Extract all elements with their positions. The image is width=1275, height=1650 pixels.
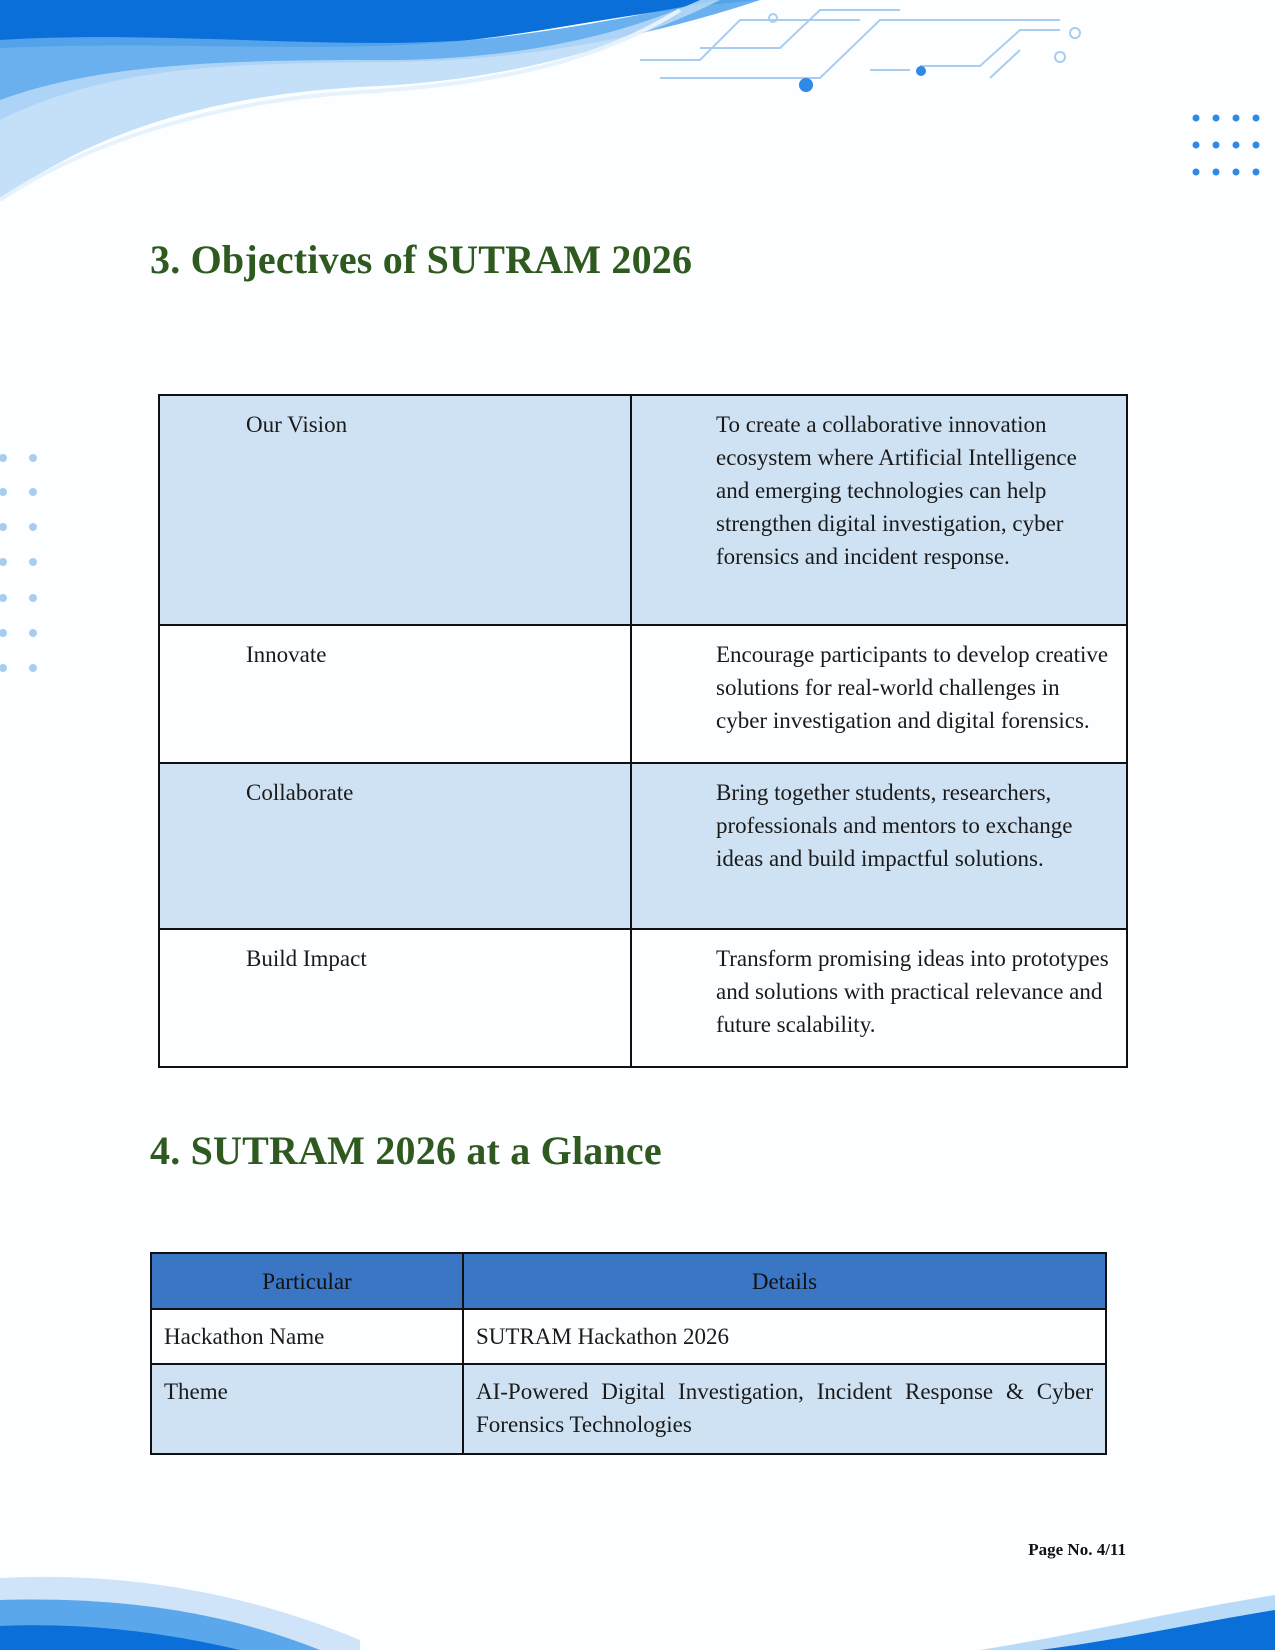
dot-grid-left	[0, 454, 37, 672]
page-number: Page No. 4/11	[1028, 1540, 1126, 1559]
objective-description: To create a collaborative innovation ecosystem where Artificial Intelligence and emerging technologies can help strengthen digital investigation, cyber forensics and incident response.	[631, 395, 1127, 625]
objective-description: Transform promising ideas into prototypes and solutions with practical relevance and future scalability.	[631, 929, 1127, 1067]
objective-label: Build Impact	[159, 929, 631, 1067]
table-row	[159, 763, 1127, 929]
objective-label: Our Vision	[159, 395, 631, 625]
particular-cell: Theme	[151, 1364, 463, 1454]
table-row	[159, 625, 1127, 763]
objective-description: Bring together students, researchers, professionals and mentors to exchange ideas and build impactful solutions.	[631, 763, 1127, 929]
details-cell: AI-Powered Digital Investigation, Incident Response & Cyber Forensics Technologies	[463, 1364, 1106, 1454]
column-header-details: Details	[463, 1253, 1106, 1309]
objective-label: Innovate	[159, 625, 631, 763]
table-row	[151, 1309, 1106, 1364]
objective-label: Collaborate	[159, 763, 631, 929]
table-row	[159, 395, 1127, 625]
objectives-heading: 3. Objectives of SUTRAM 2026	[150, 237, 693, 282]
objective-description: Encourage participants to develop creative solutions for real-world challenges in cyber investigation and digital forensics.	[631, 625, 1127, 763]
dot-grid-top-right	[1193, 115, 1260, 176]
table-row	[159, 929, 1127, 1067]
objectives-table	[158, 394, 1128, 1068]
bottom-wave-decoration	[0, 1577, 1275, 1650]
table-header-row	[151, 1253, 1106, 1309]
column-header-particular: Particular	[151, 1253, 463, 1309]
circuit-decoration	[640, 10, 1060, 78]
top-wave-decoration	[0, 0, 760, 200]
glance-heading: 4. SUTRAM 2026 at a Glance	[150, 1128, 662, 1173]
table-row	[151, 1364, 1106, 1454]
glance-table	[150, 1252, 1107, 1455]
particular-cell: Hackathon Name	[151, 1309, 463, 1364]
details-cell: SUTRAM Hackathon 2026	[463, 1309, 1106, 1364]
